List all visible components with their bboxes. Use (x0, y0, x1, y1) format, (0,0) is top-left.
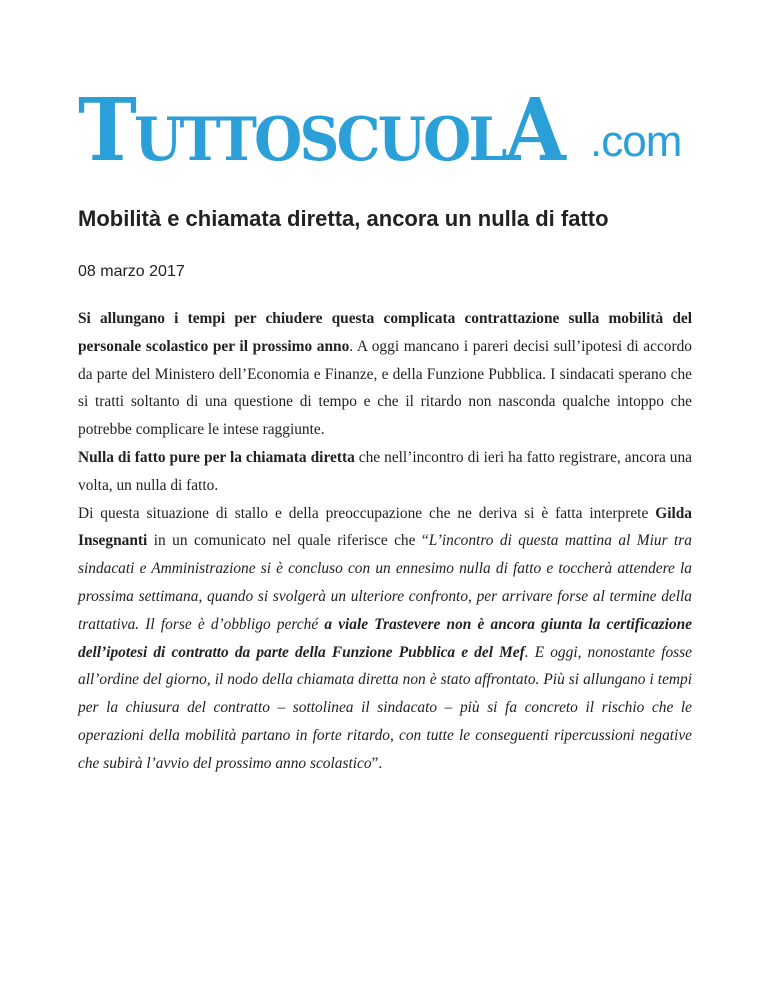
p1-bold: Si allungano i tempi per chiudere questa complicata contrattazione sulla mobilità del personale scolastico per il prossimo anno (78, 310, 692, 355)
tuttoscuola-logo (78, 80, 698, 181)
paragraph-2 (78, 444, 692, 500)
p3-intro: Di questa situazione di stallo e della preoccupazione che ne deriva si è fatta interprete (78, 504, 656, 522)
article-body (78, 305, 692, 778)
article-title: Mobilità e chiamata diretta, ancora un nulla di fatto (78, 206, 609, 231)
p3-end: ”. (371, 754, 383, 772)
logo-first-letter: T (78, 80, 135, 181)
p3-quote-bold: a viale Trastevere non è ancora giunta la certificazione dell’ipotesi di contratto da parte della Funzione Pubblica e del Mef (78, 615, 693, 661)
article-date: 08 marzo 2017 (78, 263, 185, 280)
p3-name: Gilda Insegnanti (78, 504, 692, 550)
p3-quote-1: L’incontro di questa mattina al Miur tra sindacati e Amministrazione si è concluso con un ennesimo nulla di fatto e toccherà attendere la prossima settimana, quando si svolgerà un ulteriore confronto, per arrivare forse al termine della trattativa. Il forse è d’obbligo perché (78, 532, 692, 633)
paragraph-1 (78, 305, 692, 444)
p2-bold: Nulla di fatto pure per la chiamata diretta (78, 448, 355, 466)
logo-middle: UTTOSCUOL (134, 105, 505, 175)
logo-domain: .com (590, 117, 682, 166)
paragraph-3 (78, 500, 692, 778)
p3-quote-2: . E oggi, nonostante fosse all’ordine del giorno, il nodo della chiamata diretta non è stato affrontato. Più si allungano i tempi per la chiusura del contratto – sottolinea il sindacato – più si fa concreto il rischio che le operazioni della mobilità partano in forte ritardo, con tutte le conseguenti ripercussioni negative che subirà l’avvio del prossimo anno scolastico (78, 643, 692, 772)
p2-text: che nell’incontro di ieri ha fatto registrare, ancora una volta, un nulla di fatto. (78, 448, 692, 494)
logo-wordmark (78, 80, 564, 181)
p1-text: . A oggi mancano i pareri decisi sull’ipotesi di accordo da parte del Ministero dell’Economia e Finanze, e della Funzione Pubblica. I sindacati sperano che si tratti soltanto di una questione di tempo e che il ritardo non nasconda qualche intoppo che potrebbe complicare le intese raggiunte. (78, 337, 692, 439)
logo-last-letter: A (504, 80, 564, 181)
p3-mid: in un comunicato nel quale riferisce che “ (147, 532, 429, 550)
